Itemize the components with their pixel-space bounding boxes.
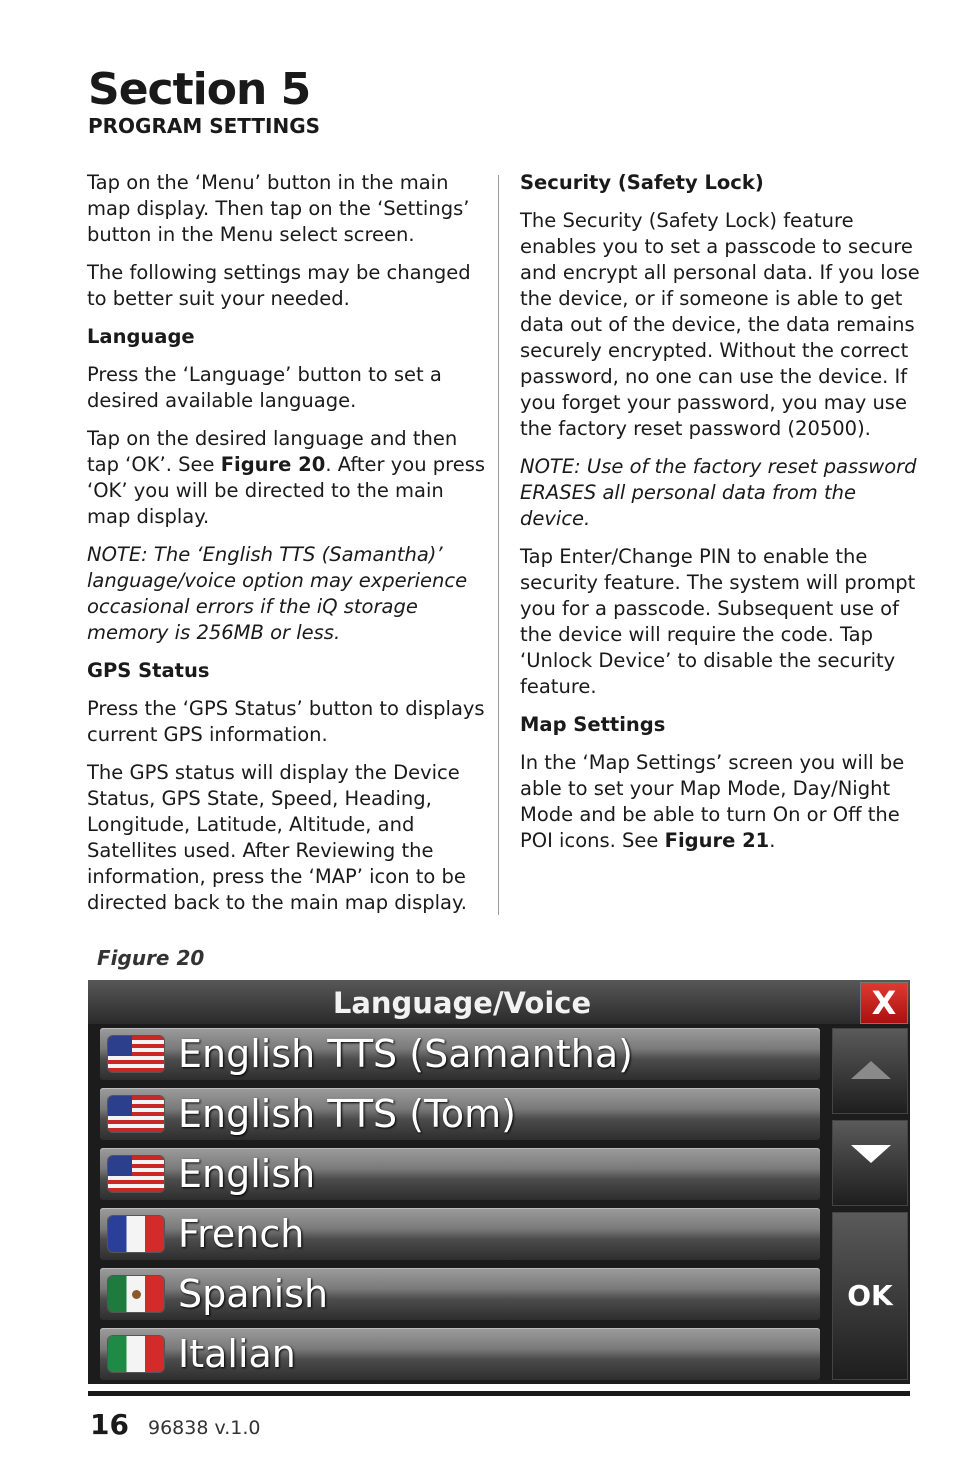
section-subtitle: PROGRAM SETTINGS [88,114,321,138]
language-paragraph-2-end: . After you press ‘OK’ you will be directed to the main map display. [87,453,486,528]
screen-title: Language/Voice [332,986,592,1020]
us-flag-icon [108,1156,164,1192]
security-paragraph-2: Tap Enter/Change PIN to enable the security feature. The system will prompt you for a passcode. Subsequent use of the device will require the code. Tap ‘Unlock Device’ to disable the security feature. [520,545,916,698]
language-label: English [178,1152,316,1196]
intro-paragraph-1: Tap on the ‘Menu’ button in the main map display. Then tap on the ‘Settings’ button in the Menu select screen. [87,171,470,246]
gps-paragraph-1: Press the ‘GPS Status’ button to displays current GPS information. [87,697,485,746]
page-header [88,66,320,138]
language-label: English TTS (Tom) [178,1092,516,1136]
section-title: Section 5 [88,64,311,115]
language-heading: Language [87,325,195,348]
figure-20-reference: Figure 20 [220,453,326,476]
language-option[interactable] [100,1148,820,1200]
intro-paragraph-2: The following settings may be changed to better suit your needed. [87,261,471,310]
arrow-down-icon [851,1145,891,1163]
language-option[interactable] [100,1028,820,1080]
scroll-up-button[interactable] [832,1028,908,1114]
language-label: Italian [178,1332,296,1376]
figure-caption: Figure 20 [97,946,205,970]
right-column [520,170,920,866]
language-label: English TTS (Samantha) [178,1032,633,1076]
language-label: French [178,1212,305,1256]
language-option[interactable] [100,1208,820,1260]
map-settings-heading: Map Settings [520,713,666,736]
column-divider [498,175,499,915]
language-option[interactable] [100,1268,820,1320]
map-settings-paragraph [520,750,920,854]
language-note: NOTE: The ‘English TTS (Samantha)’ language/voice option may experience occasional errors if the iQ storage memory is 256MB or less. [87,543,468,644]
document-version: 96838 v.1.0 [148,1417,261,1439]
italy-flag-icon [108,1336,164,1372]
security-heading: Security (Safety Lock) [520,171,764,194]
language-voice-screen [88,980,910,1384]
left-column [87,170,487,928]
language-paragraph-2 [87,426,487,530]
security-note: NOTE: Use of the factory reset password ERASES all personal data from the device. [520,455,917,530]
screen-titlebar [88,980,910,1024]
security-paragraph-1: The Security (Safety Lock) feature enables you to set a passcode to secure and encrypt all personal data. If you lose the device, or if someone is able to get data out of the device, the data remains securely encrypted. Without the correct password, no one can use the device. If you forget your password, you may use the factory reset password (20500). [520,209,920,440]
language-option[interactable] [100,1328,820,1380]
mexico-flag-icon [108,1276,164,1312]
close-button[interactable]: X [860,982,908,1024]
page-number: 16 [90,1408,129,1441]
gps-status-heading: GPS Status [87,659,210,682]
language-label: Spanish [178,1272,329,1316]
gps-paragraph-2: The GPS status will display the Device Status, GPS State, Speed, Heading, Longitude, Latitude, Altitude, and Satellites used. After Reviewing the information, press the ‘MAP’ icon to be directed back to the main map display. [87,761,467,914]
ok-label: OK [847,1279,893,1312]
map-settings-paragraph-end: . [769,829,776,852]
us-flag-icon [108,1036,164,1072]
language-paragraph-2-start: Tap on the desired language and then tap ‘OK’. See [87,427,458,476]
arrow-up-icon [851,1061,891,1079]
figure-21-reference: Figure 21 [664,829,770,852]
map-settings-paragraph-start: In the ‘Map Settings’ screen you will be able to set your Map Mode, Day/Night Mode and be able to turn On or Off the POI icons. See [520,751,905,852]
footer-rule [88,1391,910,1396]
language-list [100,1028,820,1384]
ok-button[interactable] [832,1212,908,1380]
language-paragraph-1: Press the ‘Language’ button to set a desired available language. [87,363,442,412]
us-flag-icon [108,1096,164,1132]
scroll-down-button[interactable] [832,1120,908,1206]
france-flag-icon [108,1216,164,1252]
language-option[interactable] [100,1088,820,1140]
